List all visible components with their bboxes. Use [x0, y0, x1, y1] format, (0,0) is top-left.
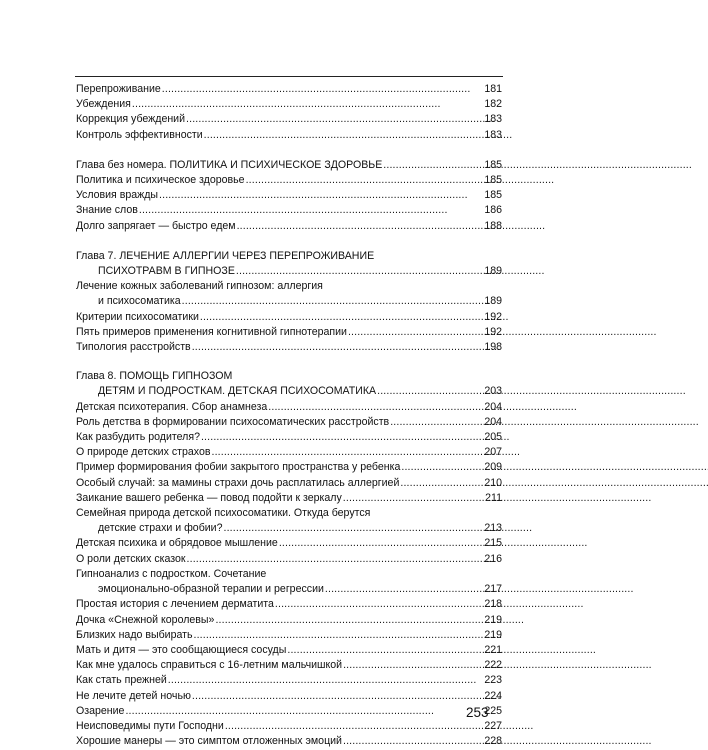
dot-leader	[194, 628, 484, 639]
toc-entry-title: Глава без номера. ПОЛИТИКА И ПСИХИЧЕСКОЕ ЗДОРОВЬЕ	[76, 158, 383, 171]
toc-entry-page: 227	[484, 719, 502, 732]
toc-entry-page: 204	[484, 400, 502, 413]
toc-entry[interactable]	[76, 173, 502, 188]
toc-entry-page: 185	[484, 158, 502, 171]
dot-leader	[246, 173, 484, 184]
toc-entry[interactable]	[76, 734, 502, 749]
dot-leader	[125, 704, 483, 715]
toc-entry-page: 207	[484, 446, 502, 459]
dot-leader	[139, 203, 483, 214]
toc-entry[interactable]	[76, 689, 502, 704]
toc-entry-line-1: Гипноанализ с подростком. Сочетание	[76, 567, 267, 580]
dot-leader	[168, 673, 484, 684]
toc-entry[interactable]	[76, 658, 502, 673]
toc-entry[interactable]	[76, 158, 502, 173]
toc-entry[interactable]	[76, 476, 502, 491]
dot-leader	[225, 719, 484, 730]
toc-entry-title: Дочка «Снежной королевы»	[76, 613, 215, 626]
toc-entry-title: эмоционально-образной терапии и регрессии	[98, 583, 324, 596]
dot-leader	[383, 158, 483, 169]
dot-leader	[343, 734, 483, 745]
toc-entry-title: Знание слов	[76, 204, 138, 217]
toc-entry-page: 188	[484, 219, 502, 232]
dot-leader	[348, 325, 483, 336]
toc-entry-title: Как разбудить родителя?	[76, 431, 200, 444]
toc-entry-title: Перепроживание	[76, 83, 161, 95]
dot-leader	[377, 384, 483, 395]
page-number: 253	[466, 705, 489, 720]
toc-entry[interactable]	[76, 445, 502, 460]
dot-leader	[224, 521, 484, 532]
toc-entry-page: 216	[484, 552, 502, 565]
toc-entry-line-2[interactable]	[76, 294, 502, 309]
toc-group-1	[76, 82, 502, 143]
toc-entry-page: 219	[484, 628, 502, 641]
toc-entry-title: Озарение	[76, 704, 125, 717]
toc-entry-title: Критерии психосоматики	[76, 310, 199, 323]
toc-entry-page: 185	[484, 174, 502, 187]
toc-entry-page: 209	[484, 461, 502, 474]
toc-entry-title: Типология расстройств	[76, 341, 191, 354]
toc-entry-title: Долго запрягает — быстро едем	[76, 219, 236, 232]
dot-leader	[215, 613, 483, 624]
toc-entry[interactable]	[76, 643, 502, 658]
dot-leader	[159, 188, 483, 199]
toc-entry[interactable]	[76, 704, 502, 719]
toc-entry-page: 204	[484, 415, 502, 428]
toc-entry-page: 219	[484, 613, 502, 626]
dot-leader	[268, 400, 483, 411]
dot-leader	[201, 430, 483, 441]
toc-entry[interactable]	[76, 430, 502, 445]
chapter-8-title-line-2[interactable]	[76, 384, 502, 399]
toc-entry[interactable]	[76, 536, 502, 551]
toc-entry-page: 189	[484, 265, 502, 278]
toc-entry-title: Условия вражды	[76, 189, 159, 202]
toc-entry-page: 185	[484, 189, 502, 202]
chapter-8-entries-a	[76, 400, 502, 506]
toc-entry[interactable]	[76, 112, 502, 127]
chapter-8-entries-e	[76, 597, 502, 749]
dot-leader	[200, 310, 483, 321]
toc-entry[interactable]	[76, 719, 502, 734]
dot-leader	[275, 597, 483, 608]
toc-entry-title: Контроль эффективности	[76, 128, 203, 141]
toc-entry[interactable]	[76, 310, 502, 325]
toc-entry-page: 217	[484, 583, 502, 596]
toc-entry-title: Детская психика и обрядовое мышление	[76, 537, 278, 550]
chapter-8	[76, 369, 502, 749]
toc-entry[interactable]	[76, 628, 502, 643]
dot-leader	[192, 340, 484, 351]
toc-entry-page: 189	[484, 295, 502, 308]
toc-entry-title: О роли детских сказок	[76, 552, 186, 565]
toc-entry[interactable]	[76, 219, 502, 234]
toc-entry-page: 225	[484, 704, 502, 717]
toc-entry[interactable]	[76, 128, 502, 143]
dot-leader	[182, 294, 484, 305]
toc-entry[interactable]	[76, 597, 502, 612]
chapter-7-title-line-2[interactable]	[76, 264, 502, 279]
dot-leader	[390, 415, 483, 426]
toc-entry-title: Близких надо выбирать	[76, 628, 193, 641]
toc-entry[interactable]	[76, 97, 502, 112]
toc-entry-page: 218	[484, 598, 502, 611]
chapter-7	[76, 249, 502, 355]
table-of-contents	[76, 82, 502, 749]
toc-entry-title: Как стать прежней	[76, 674, 167, 687]
toc-entry-page: 182	[484, 98, 502, 111]
toc-entry-line-2[interactable]	[76, 521, 502, 536]
chapter-8-title-line-1: Глава 8. ПОМОЩЬ ГИПНОЗОМ	[76, 370, 233, 383]
toc-entry-title: Роль детства в формировании психосоматических расстройств	[76, 415, 390, 428]
toc-entry-line-1: Лечение кожных заболеваний гипнозом: аллергия	[76, 280, 323, 293]
dot-leader	[192, 689, 483, 700]
toc-entry-page: 186	[484, 204, 502, 217]
toc-group-2	[76, 158, 502, 234]
toc-entry-title: Особый случай: за мамины страхи дочь расплатилась аллергией	[76, 476, 400, 489]
dot-leader	[162, 82, 484, 93]
dot-leader	[400, 476, 483, 487]
toc-entry[interactable]	[76, 415, 502, 430]
toc-entry-title: и психосоматика	[98, 295, 181, 308]
toc-entry-page: 183	[484, 128, 502, 141]
toc-entry-page: 228	[484, 735, 502, 748]
dot-leader	[401, 460, 483, 471]
chapter-7-title-line-1: Глава 7. ЛЕЧЕНИЕ АЛЛЕРГИИ ЧЕРЕЗ ПЕРЕПРОЖИВАНИЕ	[76, 249, 375, 262]
toc-entry-page: 215	[484, 537, 502, 550]
dot-leader	[325, 582, 483, 593]
dot-leader	[287, 643, 483, 654]
dot-leader	[186, 112, 483, 123]
top-rule	[75, 76, 503, 77]
toc-entry-title: Простая история с лечением дерматита	[76, 598, 274, 611]
toc-entry-title: Детская психотерапия. Сбор анамнеза	[76, 400, 268, 413]
toc-entry-line-1: Семейная природа детской психосоматики. Откуда берутся	[76, 507, 371, 520]
toc-entry[interactable]	[76, 491, 502, 506]
dot-leader	[237, 219, 484, 230]
toc-entry-page: 198	[484, 341, 502, 354]
toc-entry-title: Заикание вашего ребенка — повод подойти к зеркалу	[76, 491, 342, 504]
toc-entry-page: 211	[485, 491, 502, 504]
toc-entry-page: 192	[484, 310, 502, 323]
toc-entry-title: детские страхи и фобии?	[98, 522, 223, 535]
toc-entry-title: ПСИХОТРАВМ В ГИПНОЗЕ	[98, 265, 235, 278]
dot-leader	[236, 264, 483, 275]
toc-entry-page: 205	[484, 431, 502, 444]
toc-entry-page: 222	[484, 659, 502, 672]
chapter-7-entries	[76, 310, 502, 356]
toc-entry[interactable]	[76, 325, 502, 340]
toc-entry-title: Убеждения	[76, 98, 131, 111]
dot-leader	[211, 445, 483, 456]
toc-entry[interactable]	[76, 340, 502, 355]
toc-entry-line-2[interactable]	[76, 582, 502, 597]
dot-leader	[132, 97, 483, 108]
toc-entry-title: Неисповедимы пути Господни	[76, 719, 224, 732]
toc-entry-page: 192	[484, 325, 502, 338]
toc-entry-title: Политика и психическое здоровье	[76, 174, 245, 187]
toc-entry[interactable]	[76, 203, 502, 218]
toc-entry[interactable]	[76, 613, 502, 628]
toc-entry[interactable]	[76, 188, 502, 203]
toc-entry-title: Как мне удалось справиться с 16-летним мальчишкой	[76, 659, 343, 672]
toc-entry[interactable]	[76, 400, 502, 415]
toc-entry-title: Пять примеров применения когнитивной гипнотерапии	[76, 325, 347, 338]
toc-entry-page: 221	[484, 643, 502, 656]
dot-leader	[343, 491, 484, 502]
toc-entry-title: Пример формирования фобии закрытого пространства у ребенка	[76, 461, 401, 474]
dot-leader	[187, 552, 484, 563]
toc-entry[interactable]	[76, 552, 502, 567]
toc-entry-title: О природе детских страхов	[76, 446, 211, 459]
toc-entry-title: Мать и дитя — это сообщающиеся сосуды	[76, 643, 287, 656]
toc-entry-page: 203	[484, 385, 502, 398]
toc-entry[interactable]	[76, 673, 502, 688]
dot-leader	[204, 128, 484, 139]
chapter-8-entries-c	[76, 536, 502, 566]
toc-entry-page: 224	[484, 689, 502, 702]
dot-leader	[279, 536, 483, 547]
toc-entry-page: 181	[484, 83, 502, 95]
toc-entry[interactable]	[76, 460, 502, 475]
dot-leader	[343, 658, 483, 669]
toc-entry-page: 210	[484, 476, 502, 489]
toc-entry-page: 183	[484, 113, 502, 126]
toc-entry-page: 213	[484, 522, 502, 535]
toc-entry-title: Хорошие манеры — это симптом отложенных эмоций	[76, 735, 342, 748]
toc-entry[interactable]	[76, 82, 502, 97]
toc-entry-title: Коррекция убеждений	[76, 113, 186, 126]
toc-entry-title: Не лечите детей ночью	[76, 689, 191, 702]
toc-entry-title: ДЕТЯМ И ПОДРОСТКАМ. ДЕТСКАЯ ПСИХОСОМАТИКА	[98, 385, 377, 398]
toc-entry-page: 223	[484, 674, 502, 687]
